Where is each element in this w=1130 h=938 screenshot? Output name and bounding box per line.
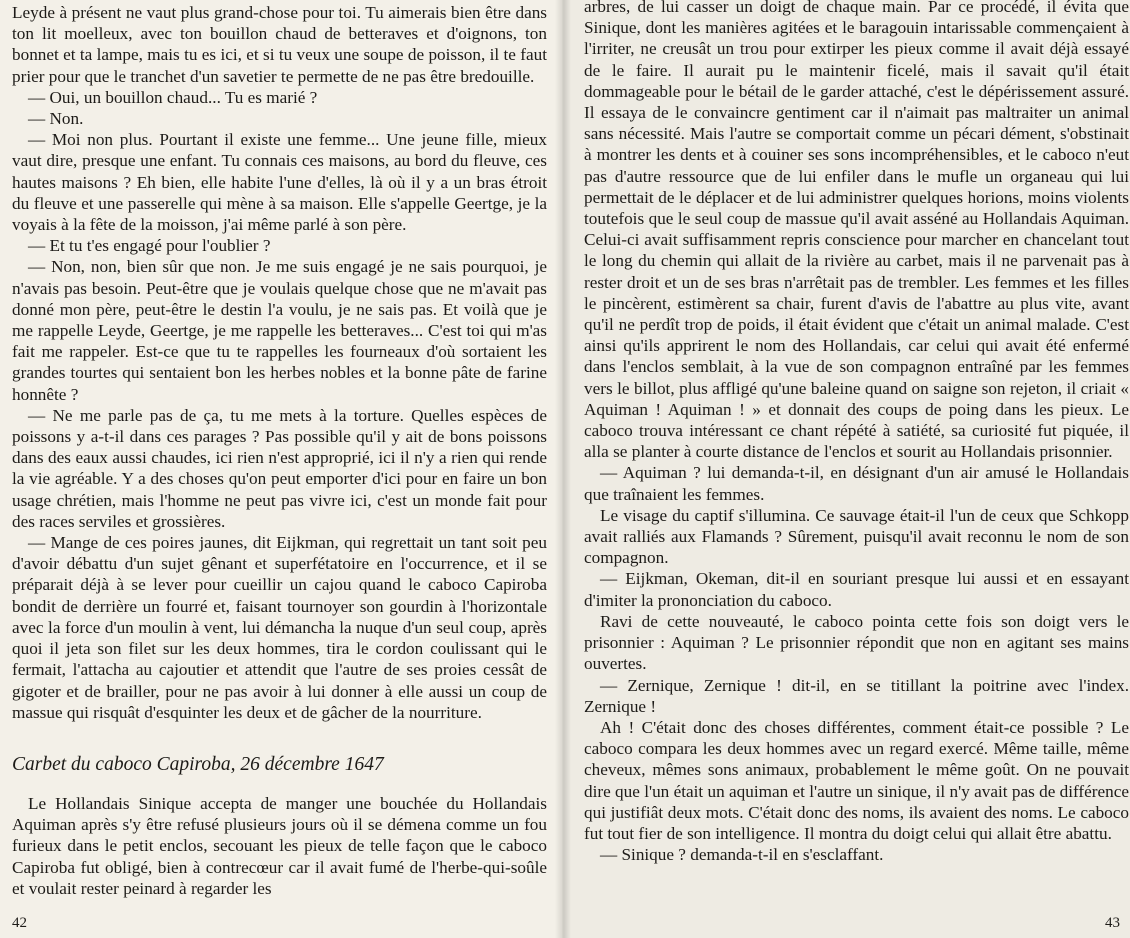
paragraph: — Zernique, Zernique ! dit-il, en se titillant la poitrine avec l'index. Zernique ! [584, 675, 1129, 716]
paragraph: — Moi non plus. Pourtant il existe une femme... Une jeune fille, mieux vaut dire, presque une enfant. Tu connais ces maisons, au bord du fleuve, ces hautes maisons ? Eh bien, elle habite l'une d'elles, là où il y a un bras étroit du fleuve et une passerelle qui mène à sa maison. Elle s'appelle Geertge, je la voyais à la fête de la moisson, j'ai même parlé à son père. [12, 130, 547, 235]
paragraph: — Non, non, bien sûr que non. Je me suis engagé je ne sais pourquoi, je n'avais pas besoin. Peut-être que je voulais quelque chose que ne m'avait pas donné mon père, peut-être le destin l'a voulu, je ne sais pas. Et voilà que je me rappelle Leyde, Geertge, je me rappelle les betteraves... C'est toi qui m'as fait me rappeler. Est-ce que tu te rappelles les fourneaux d'où sortaient les grandes tourtes qui sentaient bon les herbes nobles et la bonne pâte de farine honnête ? [12, 257, 547, 404]
page-number: 42 [12, 915, 27, 931]
section-heading: Carbet du caboco Capiroba, 26 décembre 1647 [12, 753, 384, 775]
paragraph: — Aquiman ? lui demanda-t-il, en désignant d'un air amusé le Hollandais que traînaient les femmes. [584, 463, 1129, 504]
paragraph: — Oui, un bouillon chaud... Tu es marié ? [28, 87, 318, 107]
paragraph: Ravi de cette nouveauté, le caboco pointa cette fois son doigt vers le prisonnier : Aquiman ? Le prisonnier répondit que non en agitant ses mains ouvertes. [584, 611, 1129, 674]
paragraph: arbres, de lui casser un doigt de chaque main. Par ce procédé, il évita que Sinique, dont les manières agitées et le baragouin intarissable commençaient à l'irriter, ne creusât un trou pour extirper les pieux comme il avait déjà essayé de le faire. Il aurait pu le maintenir ficelé, mais il savait qu'il était dommageable pour le bétail de le garder attaché, c'est le dépérissement assuré. Il essaya de le convaincre gentiment car il n'aimait pas maltraiter un animal sans nécessité. Mais l'autre se comportait comme un pécari dément, s'obstinait à montrer les dents et à couiner ses sons incompréhensibles, et le caboco n'eut pas d'autre ressource que de lui enfiler dans le mufle un organeau qui lui permettait de le déplacer et de lui administrer quelques horions, moins violents toutefois que le seul coup de massue qu'il avait asséné au Hollandais Aquiman. Celui-ci avait suffisamment repris conscience pour marcher en chancelant tout le long du chemin qui allait de la rivière au carbet, mais il ne parvenait pas à rester droit et un de ses bras n'arrêtait pas de trembler. Les femmes et les filles le pincèrent, estimèrent sa chair, furent d'avis de l'abattre au plus vite, avant qu'il ne perdît trop de poids, il était évident que c'était un animal malade. C'est ainsi qu'ils apprirent le nom des Hollandais, car celui qui avait été enfermé dans l'enclos semblait, à la vue de son compagnon entraîné par les femmes vers le billot, plus affligé qu'une baleine quand on saigne son rejeton, il criait « Aquiman ! Aquiman ! » et donnait des coups de poing dans les pieux. Le caboco trouva intéressant ce chant répété à satiété, sa curiosité fut piquée, il alla se planter à courte distance de l'enclos et sourit au Hollandais prisonnier. [584, 0, 1129, 462]
right-page-text [584, 0, 1129, 865]
right-page [562, 0, 1130, 938]
left-page-text [12, 2, 547, 899]
paragraph: — Ne me parle pas de ça, tu me mets à la torture. Quelles espèces de poissons y a-t-il dans ces parages ? Pas possible qu'il y ait de bons poissons dans des eaux aussi chaudes, ici rien n'est approprié, ici il n'y a rien qui rende la vie agréable. Y a des choses qu'on peut emporter d'ici pour en faire un bon usage chrétien, mais l'homme ne peut pas vivre ici, c'est un monde fait pour des races serviles et grossières. [12, 405, 547, 531]
paragraph: Ah ! C'était donc des choses différentes, comment était-ce possible ? Le caboco compara les deux hommes avec un regard exercé. Même taille, même cheveux, mêmes sons animaux, probablement le même goût. On ne pouvait dire que l'un était un aquiman et l'autre un sinique, il n'y avait pas de différence qui justifiât deux mots. C'était donc des noms, ils avaient des noms. Le caboco fut tout fier de son intelligence. Il montra du doigt celui qui allait être abattu. [584, 717, 1129, 843]
left-page [0, 0, 562, 938]
paragraph: — Mange de ces poires jaunes, dit Eijkman, qui regrettait un tant soit peu d'avoir débattu d'un sujet gênant et superfétatoire en l'occurrence, et il se préparait déjà à se lever pour cueillir un cajou quand le caboco Capiroba bondit de derrière un fourré et, faisant tournoyer son gourdin à l'horizontale avec la force d'un moulin à vent, lui démancha la nuque d'un seul coup, après quoi il jeta son filet sur les deux hommes, tira le cordon coulissant qui le fermait, l'attacha au cajoutier et attendit que l'autre de ses proies cessât de gigoter et de brailler, pour ne pas avoir à lui donner à elle aussi un coup de massue qui risquât d'esquinter les deux et de gâcher de la nourriture. [12, 533, 547, 722]
paragraph: Le Hollandais Sinique accepta de manger une bouchée du Hollandais Aquiman après s'y être refusé plusieurs jours où il se démena comme un fou furieux dans le petit enclos, secouant les pieux de telle façon que le caboco Capiroba fut obligé, bien à contrecœur car il avait fumé de l'herbe-qui-soûle et voulait rester peinard à regarder les [12, 793, 547, 898]
paragraph: — Sinique ? demanda-t-il en s'esclaffant. [600, 845, 884, 865]
paragraph: — Non. [28, 109, 84, 129]
page-number: 43 [1105, 915, 1120, 931]
paragraph: Leyde à présent ne vaut plus grand-chose pour toi. Tu aimerais bien être dans ton lit moelleux, avec ton bouillon chaud de betteraves et d'oignons, ton bonnet et ta lampe, mais tu es ici, et si tu veux une soupe de poisson, il te faut prier pour que le tranchet d'un savetier te permette de ne pas être bredouille. [12, 3, 547, 86]
paragraph: Le visage du captif s'illumina. Ce sauvage était-il l'un de ceux que Schkopp avait ralliés aux Flamands ? Sûrement, puisqu'il avait reconnu le nom de son compagnon. [584, 505, 1129, 568]
paragraph: — Eijkman, Okeman, dit-il en souriant presque lui aussi et en essayant d'imiter la prononciation du caboco. [584, 569, 1129, 610]
book-gutter [555, 0, 571, 938]
paragraph: — Et tu t'es engagé pour l'oublier ? [28, 236, 271, 256]
